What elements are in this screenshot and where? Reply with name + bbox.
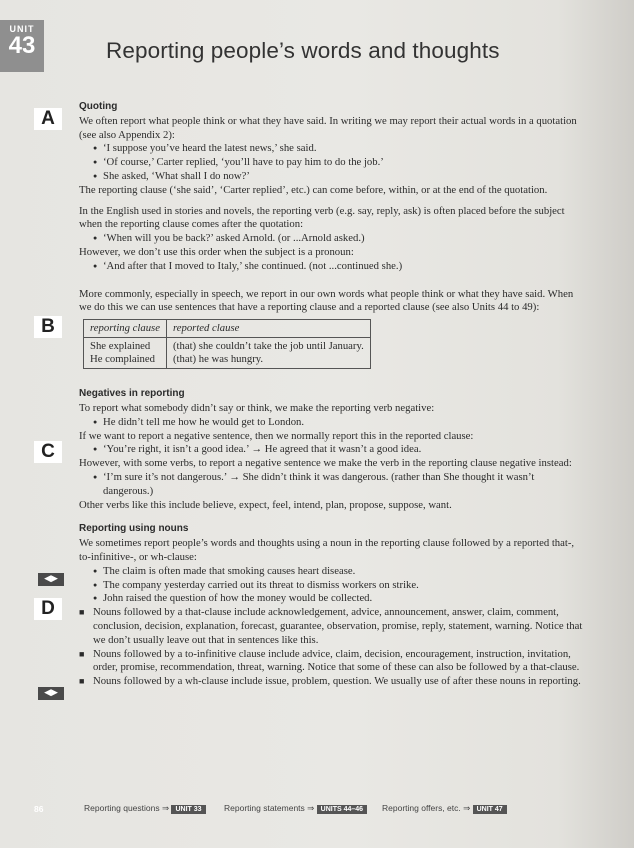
example-item: ● ‘And after that I moved to Italy,’ she continued. (not ...continued she.) xyxy=(93,260,587,274)
section-c-paragraph: However, with some verbs, to report a negative sentence we make the verb in the reporting clause negative instead: xyxy=(79,457,572,470)
section-c-paragraph: To report what somebody didn’t say or think, we make the reporting verb negative: xyxy=(79,401,435,414)
section-c-paragraph: Other verbs like this include believe, expect, feel, intend, plan, propose, suppose, want. xyxy=(79,498,452,511)
unit-badge: UNITS 44–46 xyxy=(317,805,367,814)
note-item: ■ Nouns followed by a to-infinitive clause include advice, claim, decision, encouragement, instruction, invitation, order, promise, recommendation, threat, warning. Notice that some of these can also be followed by a that-clause. xyxy=(79,648,587,676)
unit-content xyxy=(79,100,587,689)
section-a-paragraph: We often report what people think or what they have said. In writing we may report their actual words in a quotation (see also Appendix 2): xyxy=(79,114,577,141)
page-title: Reporting people’s words and thoughts xyxy=(106,38,500,63)
section-c-examples xyxy=(79,416,587,430)
reporting-clause-table xyxy=(83,319,371,369)
note-item: ■ Nouns followed by a wh-clause include issue, problem, question. We usually use of after these nouns in reporting. xyxy=(79,675,587,689)
section-a-paragraph: However, we don’t use this order when the subject is a pronoun: xyxy=(79,245,354,258)
footer-reference[interactable] xyxy=(382,803,507,814)
section-a-examples xyxy=(79,142,587,183)
note-item: ■ Nouns followed by a that-clause include acknowledgement, advice, announcement, answer, claim, comment, conclusion, decision, explanation, forecast, guarantee, observation, promise, reply, statement, warning. Notice that we don’t usually leave out that in sentences like this. xyxy=(79,606,587,647)
section-b-marker: B xyxy=(34,316,62,338)
table-cell-line: (that) he was hungry. xyxy=(172,353,264,366)
section-b-paragraph: More commonly, especially in speech, we report in our own words what people think or what they have said. When we do this we can use sentences that have a reporting clause and a reported clause (see also Units 44 to 49): xyxy=(79,287,574,314)
section-c-examples xyxy=(79,471,587,499)
cross-reference-icon: ◀▶ xyxy=(38,573,64,586)
example-item: ● ‘You’re right, it isn’t a good idea.’ → He agreed that it wasn’t a good idea. xyxy=(93,443,587,457)
footer-reference[interactable] xyxy=(84,803,206,814)
table-cell xyxy=(84,338,167,369)
section-a-examples xyxy=(79,260,587,274)
cross-reference-icon: ◀▶ xyxy=(38,687,64,700)
section-a-paragraph: In the English used in stories and novels, the reporting verb (e.g. say, reply, ask) is often placed before the subject when the reporting clause comes after the quotation: xyxy=(79,204,565,231)
unit-tab xyxy=(0,20,44,72)
section-a-heading: Quoting xyxy=(79,101,118,112)
footer-reference-text: Reporting questions ⇒ xyxy=(84,803,170,813)
example-item: ● ‘Of course,’ Carter replied, ‘you’ll have to pay him to do the job.’ xyxy=(93,156,587,170)
footer-reference-text: Reporting statements ⇒ xyxy=(224,803,315,813)
section-c-heading: Negatives in reporting xyxy=(79,388,185,400)
table-cell-line: She explained xyxy=(90,340,151,353)
example-item: ● ‘When will you be back?’ asked Arnold. (or ...Arnold asked.) xyxy=(93,232,587,246)
section-d-notes xyxy=(79,606,587,689)
unit-badge: UNIT 33 xyxy=(171,805,205,814)
section-d-examples xyxy=(79,565,587,606)
page-number: 86 xyxy=(34,804,44,814)
table-header: reported clause xyxy=(166,320,370,338)
example-item: ● John raised the question of how the money would be collected. xyxy=(93,592,587,606)
example-item: ● She asked, ‘What shall I do now?’ xyxy=(93,170,587,184)
table-header: reporting clause xyxy=(84,320,167,338)
unit-number: 43 xyxy=(8,32,36,59)
section-d-marker: D xyxy=(34,598,62,620)
table-cell-line: (that) she couldn’t take the job until January. xyxy=(172,340,364,353)
unit-label: UNIT xyxy=(9,24,35,34)
example-item: ● The claim is often made that smoking causes heart disease. xyxy=(93,565,587,579)
section-d-heading: Reporting using nouns xyxy=(79,523,189,535)
unit-badge: UNIT 47 xyxy=(473,805,507,814)
section-d-paragraph: We sometimes report people’s words and thoughts using a noun in the reporting clause followed by a reported that-, to-infinitive-, or wh-clause: xyxy=(79,537,575,563)
section-a-paragraph: The reporting clause (‘she said’, ‘Carter replied’, etc.) can come before, within, or at the end of the quotation. xyxy=(79,183,548,196)
section-a-examples xyxy=(79,232,587,246)
section-c-marker: C xyxy=(34,441,62,463)
footer-reference[interactable] xyxy=(224,803,367,814)
example-item: ● ‘I suppose you’ve heard the latest news,’ she said. xyxy=(93,142,587,156)
table-cell xyxy=(166,338,370,369)
section-c-examples xyxy=(79,443,587,457)
section-a-marker: A xyxy=(34,108,62,130)
table-cell-line: He complained xyxy=(90,353,155,366)
example-item: ● ‘I’m sure it’s not dangerous.’ → She didn’t think it was dangerous. (rather than She thought it wasn’t dangerous.) xyxy=(93,471,587,499)
section-c-paragraph: If we want to report a negative sentence, then we normally report this in the reported clause: xyxy=(79,429,474,442)
example-item: ● He didn’t tell me how he would get to London. xyxy=(93,416,587,430)
footer-reference-text: Reporting offers, etc. ⇒ xyxy=(382,803,471,813)
example-item: ● The company yesterday carried out its threat to dismiss workers on strike. xyxy=(93,579,587,593)
